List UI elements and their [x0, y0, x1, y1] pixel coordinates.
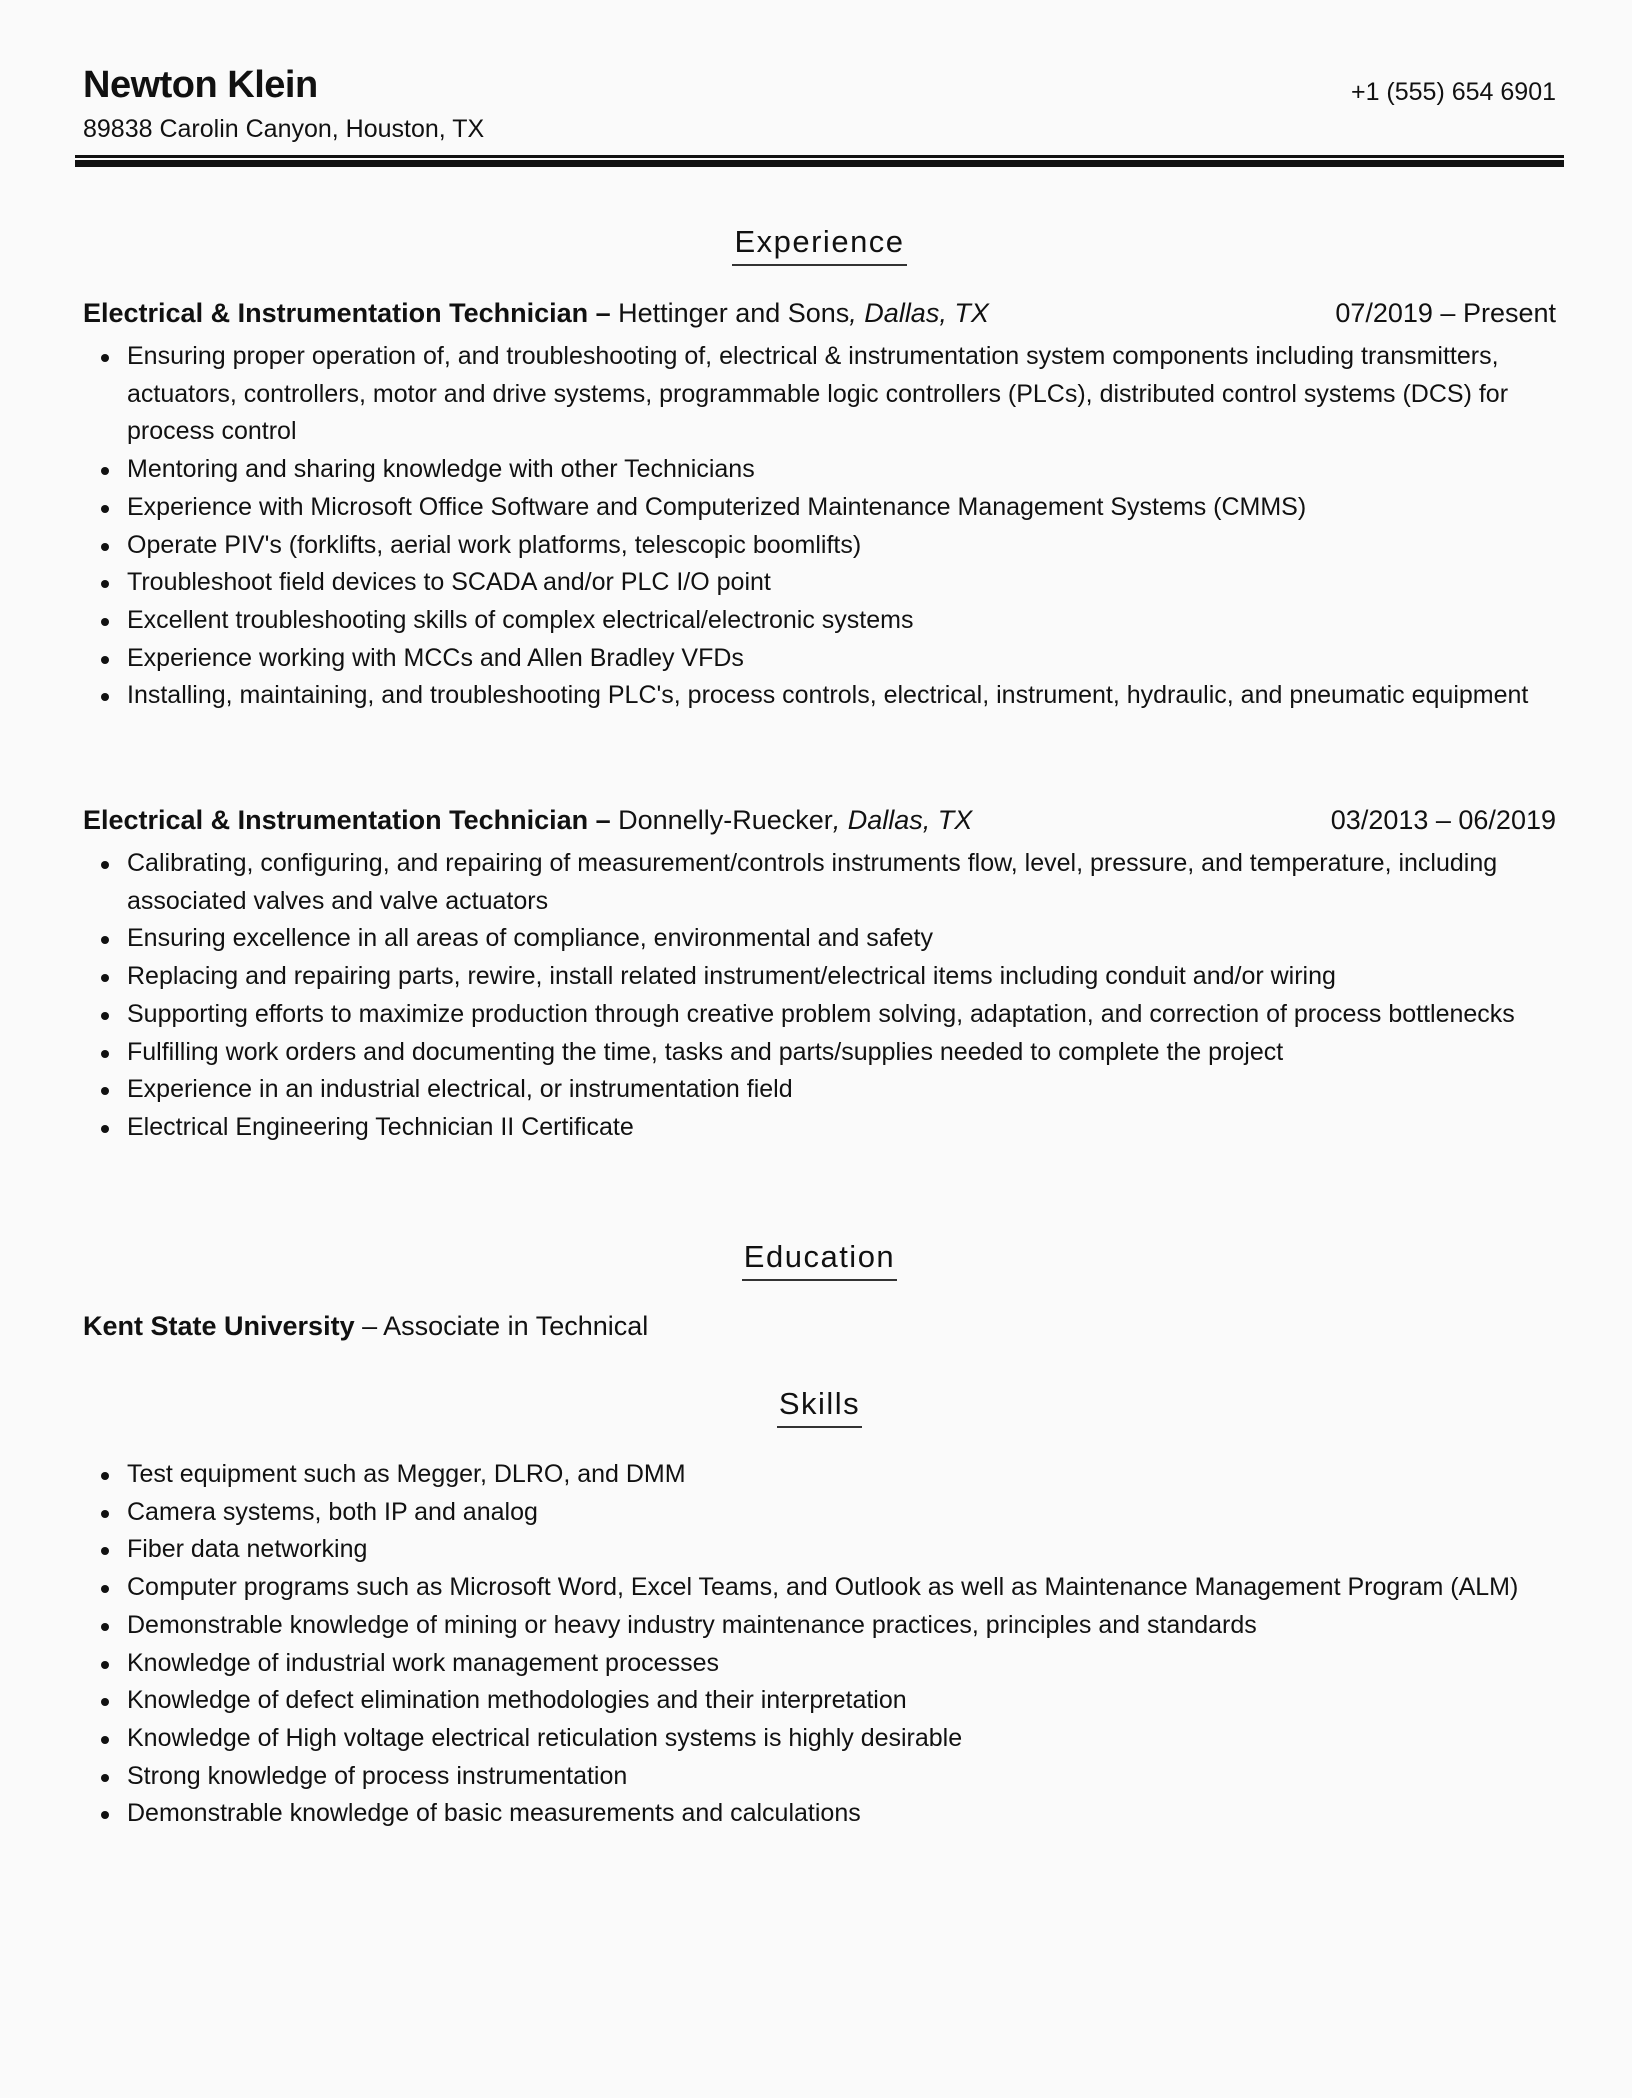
list-item: Experience in an industrial electrical, or instrumentation field	[127, 1071, 1556, 1109]
job-bullets	[83, 338, 1556, 715]
skills-heading: Skills	[83, 1386, 1556, 1428]
list-item: Computer programs such as Microsoft Word, Excel Teams, and Outlook as well as Maintenance Management Program (ALM)	[127, 1569, 1556, 1607]
list-item: Installing, maintaining, and troubleshooting PLC's, process controls, electrical, instrument, hydraulic, and pneumatic equipment	[127, 677, 1556, 715]
job-company: Hettinger and Sons	[610, 298, 850, 328]
job-location: , Dallas, TX	[832, 805, 973, 835]
list-item: Experience working with MCCs and Allen Bradley VFDs	[127, 640, 1556, 678]
candidate-name: Newton Klein	[83, 64, 318, 106]
list-item: Demonstrable knowledge of basic measurements and calculations	[127, 1795, 1556, 1833]
phone-number: +1 (555) 654 6901	[1350, 78, 1556, 106]
list-item: Ensuring excellence in all areas of compliance, environmental and safety	[127, 920, 1556, 958]
list-item: Electrical Engineering Technician II Certificate	[127, 1109, 1556, 1147]
job-company: Donnelly-Ruecker	[610, 805, 833, 835]
experience-heading: Experience	[83, 224, 1556, 266]
job-header	[83, 801, 1556, 839]
job-title: Electrical & Instrumentation Technician –	[83, 298, 611, 328]
list-item: Troubleshoot field devices to SCADA and/or PLC I/O point	[127, 564, 1556, 602]
list-item: Knowledge of defect elimination methodologies and their interpretation	[127, 1682, 1556, 1720]
address: 89838 Carolin Canyon, Houston, TX	[83, 115, 485, 143]
school-name: Kent State University	[83, 1311, 355, 1341]
job-header	[83, 294, 1556, 332]
list-item: Calibrating, configuring, and repairing of measurement/controls instruments flow, level, pressure, and temperature, including associated valves and valve actuators	[127, 845, 1556, 920]
list-item: Knowledge of High voltage electrical reticulation systems is highly desirable	[127, 1720, 1556, 1758]
header-divider-thick	[75, 160, 1564, 167]
job-bullets	[83, 845, 1556, 1147]
list-item: Fiber data networking	[127, 1531, 1556, 1569]
header-divider-thin	[75, 155, 1564, 158]
education-heading: Education	[83, 1239, 1556, 1281]
list-item: Replacing and repairing parts, rewire, install related instrument/electrical items including conduit and/or wiring	[127, 958, 1556, 996]
list-item: Camera systems, both IP and analog	[127, 1494, 1556, 1532]
list-item: Supporting efforts to maximize production through creative problem solving, adaptation, and correction of process bottlenecks	[127, 996, 1556, 1034]
job-location: , Dallas, TX	[849, 298, 989, 328]
degree: – Associate in Technical	[354, 1311, 649, 1341]
job-dates: 03/2013 – 06/2019	[1330, 805, 1556, 835]
list-item: Strong knowledge of process instrumentation	[127, 1758, 1556, 1796]
list-item: Excellent troubleshooting skills of complex electrical/electronic systems	[127, 602, 1556, 640]
education-entry	[83, 1311, 648, 1342]
job-dates: 07/2019 – Present	[1335, 298, 1556, 328]
job-title: Electrical & Instrumentation Technician –	[83, 805, 611, 835]
list-item: Fulfilling work orders and documenting the time, tasks and parts/supplies needed to complete the project	[127, 1034, 1556, 1072]
list-item: Experience with Microsoft Office Software and Computerized Maintenance Management Systems (CMMS)	[127, 489, 1556, 527]
list-item: Test equipment such as Megger, DLRO, and DMM	[127, 1456, 1556, 1494]
list-item: Knowledge of industrial work management processes	[127, 1645, 1556, 1683]
list-item: Mentoring and sharing knowledge with other Technicians	[127, 451, 1556, 489]
list-item: Demonstrable knowledge of mining or heavy industry maintenance practices, principles and standards	[127, 1607, 1556, 1645]
skills-list	[83, 1456, 1556, 1833]
list-item: Ensuring proper operation of, and troubleshooting of, electrical & instrumentation system components including transmitters, actuators, controllers, motor and drive systems, programmable logic controllers (PLCs), distributed control systems (DCS) for process control	[127, 338, 1556, 451]
list-item: Operate PIV's (forklifts, aerial work platforms, telescopic boomlifts)	[127, 527, 1556, 565]
